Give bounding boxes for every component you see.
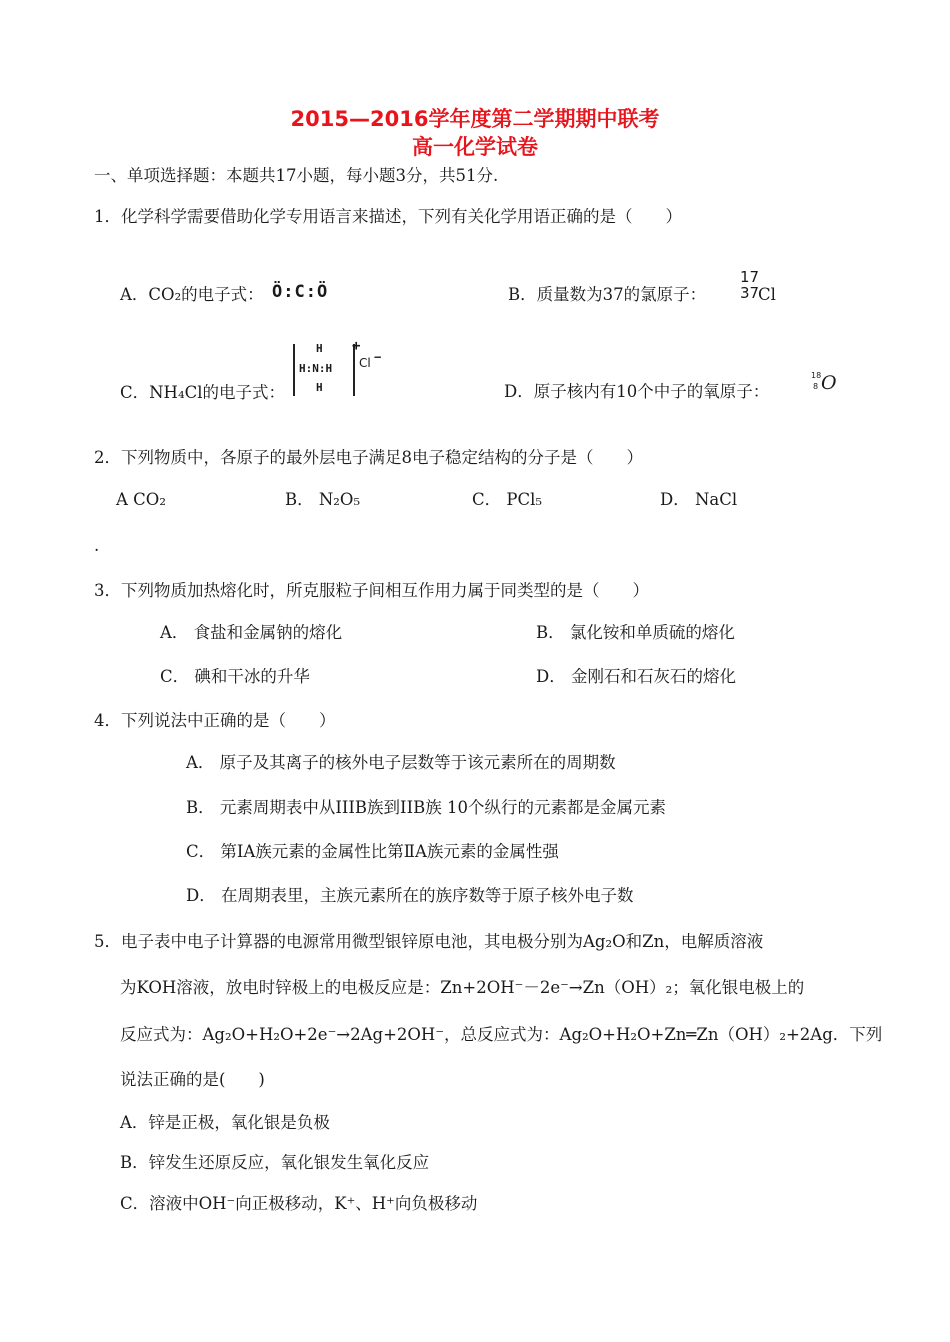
q4-option-d: D． 在周期表里，主族元素所在的族序数等于原子核外电子数 [186,886,634,905]
q5-stem-line2: 为KOH溶液，放电时锌极上的电极反应是：Zn+2OH⁻－2e⁻→Zn（OH）₂；氧化银电极上的 [120,978,805,997]
q2-option-a: A CO₂ [116,490,166,509]
q1-stem: 1．化学科学需要借助化学专用语言来描述，下列有关化学用语正确的是（ ） [94,207,682,226]
q3-stem: 3．下列物质加热熔化时，所克服粒子间相互作用力属于同类型的是（ ） [94,581,649,600]
q4-option-a: A． 原子及其离子的核外电子层数等于该元素所在的周期数 [186,753,616,772]
q3-option-b: B． 氯化铵和单质硫的熔化 [536,623,735,642]
q3-option-d: D． 金刚石和石灰石的熔化 [536,667,736,686]
q5-stem-line3: 反应式为：Ag₂O+H₂O+2e⁻→2Ag+2OH⁻，总反应式为：Ag₂O+H₂O+Zn═Zn（OH）₂+2Ag．下列 [120,1025,883,1044]
q1-option-a: A．CO₂的电子式： [120,285,264,304]
q3-option-c: C． 碘和干冰的升华 [160,667,310,686]
q1-co2-electron-formula: Ö:C:Ö [272,282,329,302]
q1-c-cl: Cl [359,356,371,370]
q1-option-c: C．NH₄Cl的电子式： [120,383,285,402]
q1-d-symbol: O [821,372,837,394]
q5-option-c: C．溶液中OH⁻向正极移动，K⁺、H⁺向负极移动 [120,1194,478,1213]
exam-subtitle: 高一化学试卷 [412,135,538,159]
q1-b-top-number: 17 [740,268,760,286]
q1-c-minus: − [374,350,382,364]
q5-stem-line4: 说法正确的是( ) [120,1070,265,1089]
q1-c-h-top: H [316,342,323,355]
q2-trailing-dot: . [94,536,100,555]
q3-option-a: A． 食盐和金属钠的熔化 [160,623,343,642]
section-heading: 一、单项选择题：本题共17小题，每小题3分，共51分. [94,166,499,185]
q4-stem: 4．下列说法中正确的是（ ） [94,711,336,730]
q1-option-d: D．原子核内有10个中子的氧原子： [504,382,770,401]
q1-b-bottom-number: 37 [740,284,760,302]
q1-c-h-bottom: H [316,381,323,394]
q2-stem: 2．下列物质中，各原子的最外层电子满足8电子稳定结构的分子是（ ） [94,448,643,467]
q1-d-top-number: 18 [811,371,822,380]
q1-c-hnh: H:N:H [299,362,333,375]
q5-option-a: A．锌是正极，氧化银是负极 [120,1113,330,1132]
q2-option-b: B． N₂O₅ [285,490,361,509]
q4-option-b: B． 元素周期表中从IIIB族到IIB族 10个纵行的元素都是金属元素 [186,798,666,817]
q1-c-plus: + [352,338,361,354]
q4-option-c: C． 第ⅠA族元素的金属性比第ⅡA族元素的金属性强 [186,842,559,861]
q1-option-b: B．质量数为37的氯原子： [508,285,707,304]
q5-option-b: B．锌发生还原反应，氧化银发生氧化反应 [120,1153,430,1172]
exam-title: 2015—2016学年度第二学期期中联考 [290,107,660,131]
q1-b-symbol: Cl [758,285,776,304]
q2-option-d: D． NaCl [660,490,738,509]
q5-stem-line1: 5．电子表中电子计算器的电源常用微型银锌原电池，其电极分别为Ag₂O和Zn，电解质溶液 [94,932,764,951]
q1-d-bottom-number: 8 [813,382,819,391]
q2-option-c: C． PCl₅ [472,490,542,509]
